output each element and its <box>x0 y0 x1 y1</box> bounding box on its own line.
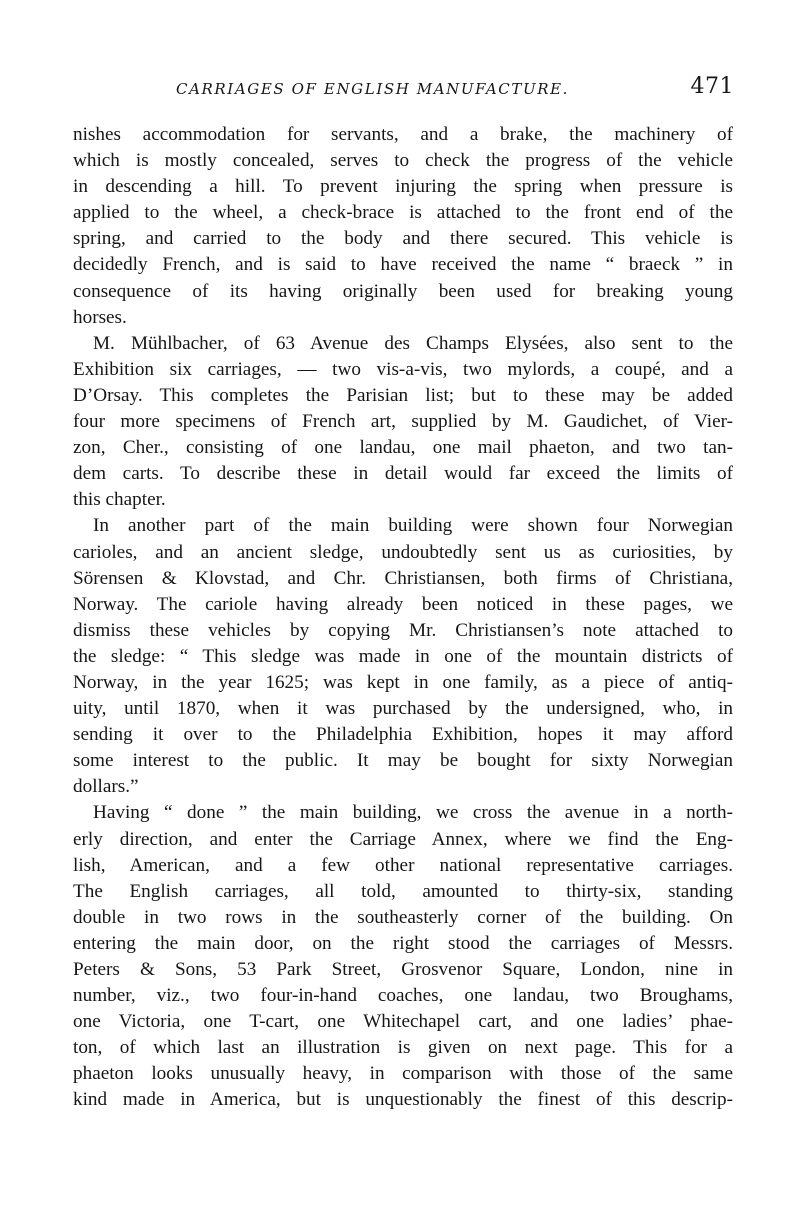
running-head <box>72 74 734 104</box>
text-line: zon, Cher., consisting of one landau, one mail phaeton, and two tan- <box>73 437 733 459</box>
text-line: phaeton looks unusually heavy, in comparison with those of the same <box>73 1063 733 1085</box>
text-line: which is mostly concealed, serves to check the progress of the vehicle <box>73 150 733 172</box>
paragraph <box>73 122 733 331</box>
text-line: spring, and carried to the body and there secured. This vehicle is <box>73 228 733 250</box>
text-line: dem carts. To describe these in detail would far exceed the limits of <box>73 463 733 485</box>
text-line: Norway. The cariole having already been noticed in these pages, we <box>73 593 733 615</box>
text-line: Sörensen & Klovstad, and Chr. Christiansen, both firms of Christiana, <box>73 567 733 589</box>
text-line: kind made in America, but is unquestionably the finest of this descrip- <box>73 1089 733 1111</box>
text-line: consequence of its having originally been used for breaking young <box>73 280 733 302</box>
text-line: the sledge: “ This sledge was made in one of the mountain districts of <box>73 645 733 667</box>
text-line: this chapter. <box>73 489 166 511</box>
text-line: double in two rows in the southeasterly corner of the building. On <box>73 906 733 928</box>
body-text <box>73 122 733 1114</box>
text-line: lish, American, and a few other national representative carriages. <box>73 854 733 876</box>
text-line: Norway, in the year 1625; was kept in one family, as a piece of antiq- <box>73 671 733 693</box>
text-line: ton, of which last an illustration is given on next page. This for a <box>73 1037 733 1059</box>
text-line: one Victoria, one T-cart, one Whitechapel cart, and one ladies’ phae- <box>73 1011 733 1033</box>
text-line: dollars.” <box>73 776 139 798</box>
paragraph <box>73 800 733 1113</box>
text-line: some interest to the public. It may be bought for sixty Norwegian <box>73 750 733 772</box>
text-line: D’Orsay. This completes the Parisian list; but to these may be added <box>73 384 733 406</box>
text-line: applied to the wheel, a check-brace is attached to the front end of the <box>73 202 733 224</box>
text-line: in descending a hill. To prevent injuring the spring when pressure is <box>73 176 733 198</box>
text-line: uity, until 1870, when it was purchased by the undersigned, who, in <box>73 698 733 720</box>
paragraph <box>73 513 733 800</box>
text-line: sending it over to the Philadelphia Exhibition, hopes it may afford <box>73 724 733 746</box>
text-line: four more specimens of French art, supplied by M. Gaudichet, of Vier- <box>73 411 733 433</box>
text-line: Peters & Sons, 53 Park Street, Grosvenor Square, London, nine in <box>73 959 733 980</box>
paragraph <box>73 331 733 514</box>
text-line: In another part of the main building were shown four Norwegian <box>93 515 733 537</box>
text-line: entering the main door, on the right stood the carriages of Messrs. <box>73 932 733 954</box>
text-line: Exhibition six carriages, — two vis-a-vis, two mylords, a coupé, and a <box>73 358 733 380</box>
text-line: erly direction, and enter the Carriage Annex, where we find the Eng- <box>73 828 733 850</box>
text-line: dismiss these vehicles by copying Mr. Christiansen’s note attached to <box>73 619 733 641</box>
text-line: number, viz., two four-in-hand coaches, one landau, two Broughams, <box>73 985 733 1007</box>
text-line: decidedly French, and is said to have received the name “ braeck ” in <box>73 254 733 276</box>
text-line: nishes accommodation for servants, and a brake, the machinery of <box>73 124 733 145</box>
text-line: carioles, and an ancient sledge, undoubtedly sent us as curiosities, by <box>73 541 733 563</box>
text-line: The English carriages, all told, amounted to thirty-six, standing <box>73 880 733 902</box>
running-title: CARRIAGES OF ENGLISH MANUFACTURE. <box>176 80 570 98</box>
text-line: M. Mühlbacher, of 63 Avenue des Champs Elysées, also sent to the <box>93 332 733 354</box>
text-line: horses. <box>73 306 127 328</box>
text-line: Having “ done ” the main building, we cross the avenue in a north- <box>93 802 733 824</box>
page-number: 471 <box>690 74 734 99</box>
